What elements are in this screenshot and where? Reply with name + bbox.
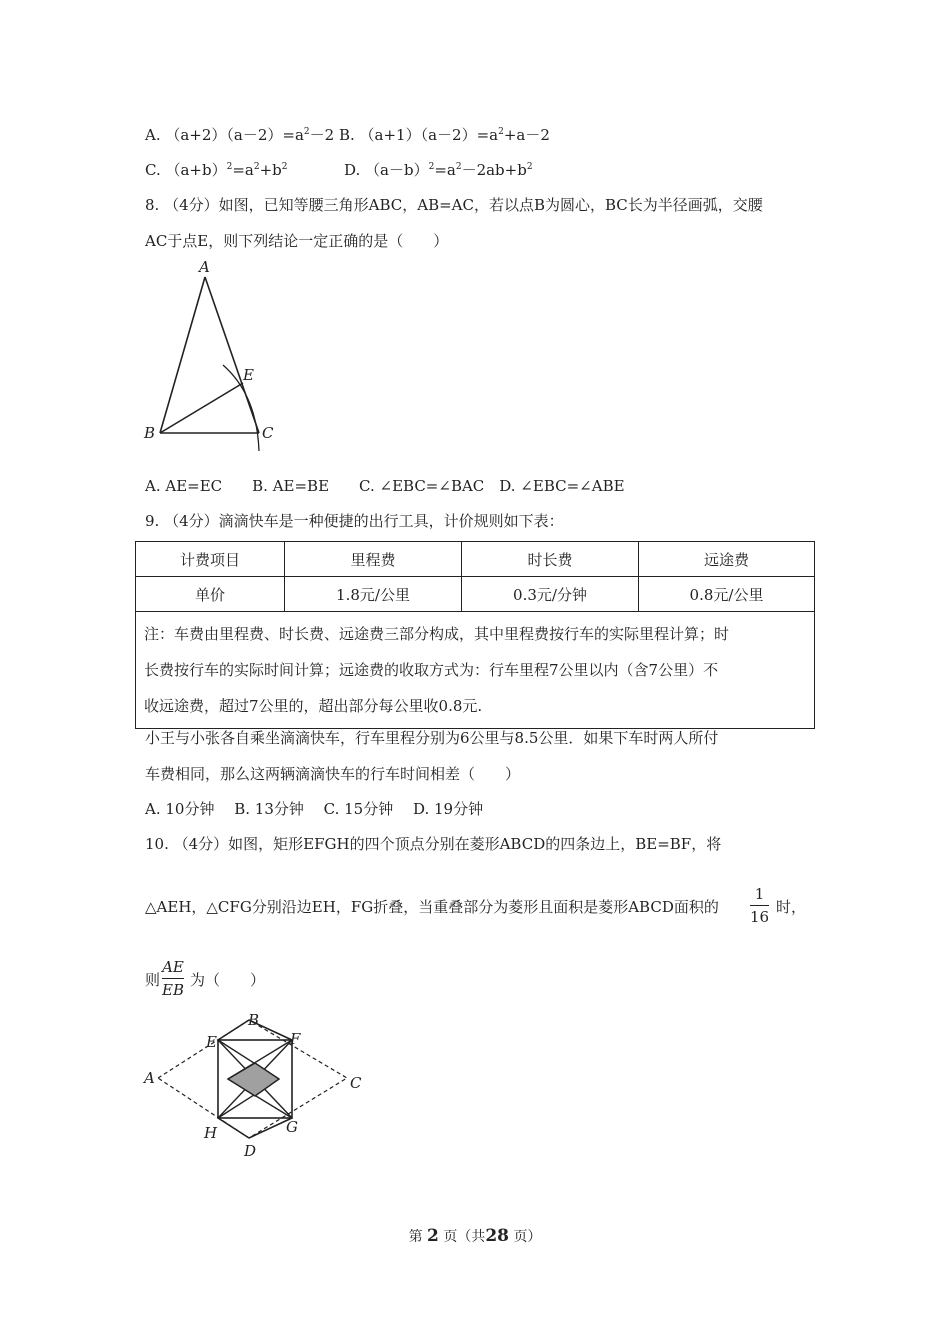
- fraction-denominator: EB: [162, 981, 184, 999]
- q7-option-c-sup1: 2: [226, 162, 233, 172]
- q8-label-c: C: [262, 424, 274, 442]
- q10-stem-line2: △AEH，△CFG分别沿边EH，FG折叠，当重叠部分为菱形且面积是菱形ABCD面积的: [145, 898, 719, 916]
- q9-options: A. 10分钟 B. 13分钟 C. 15分钟 D. 19分钟: [145, 800, 484, 818]
- q10-stem-line3-tail: 为（ ）: [190, 971, 266, 989]
- q10-fraction-one-sixteenth: [750, 884, 769, 927]
- q7-option-d-mid2: －2ab+b: [461, 161, 527, 179]
- fee-table: [135, 541, 815, 729]
- q7-option-c: C. （a+b）: [145, 161, 227, 179]
- fraction-bar: [750, 905, 769, 906]
- page-footer: [0, 1226, 950, 1246]
- q10-label-c: C: [350, 1074, 362, 1092]
- table-header-cell: 计费项目: [136, 542, 285, 577]
- q10-label-g: G: [286, 1118, 298, 1136]
- q7-options-row1: [145, 125, 550, 145]
- q10-label-e: E: [206, 1033, 217, 1051]
- table-header-cell: 远途费: [639, 542, 815, 577]
- q10-stem-line2-tail: 时，: [776, 898, 807, 916]
- table-note-cell: [136, 612, 815, 729]
- q10-label-h: H: [204, 1124, 218, 1142]
- fraction-numerator: AE: [162, 958, 184, 976]
- q10-label-d: D: [244, 1142, 257, 1160]
- footer-prefix: 第: [408, 1229, 423, 1245]
- q8-options: A. AE=EC B. AE=BE C. ∠EBC=∠BAC D. ∠EBC=∠ABE: [145, 477, 625, 495]
- q7-option-c-sup3: 2: [281, 162, 288, 172]
- table-cell: 单价: [136, 577, 285, 612]
- q7-option-a: A. （a+2）（a－2）=a: [145, 126, 304, 144]
- total-pages: 28: [485, 1226, 509, 1246]
- q10-fraction-ae-eb: [162, 957, 184, 1000]
- q10-rhombus-figure: [140, 1010, 380, 1165]
- q9-stem-line1: 9. （4分）滴滴快车是一种便捷的出行工具，计价规则如下表：: [145, 512, 564, 530]
- fraction-denominator: 16: [750, 908, 770, 926]
- q10-label-b: B: [248, 1011, 260, 1029]
- q7-option-b-tail: +a－2: [503, 126, 550, 144]
- q9-stem-line3: 车费相同，那么这两辆滴滴快车的行车时间相差（ ）: [145, 765, 521, 783]
- table-note-line: 收远途费，超过7公里的，超出部分每公里收0.8元.: [144, 697, 483, 715]
- fraction-numerator: 1: [754, 885, 765, 903]
- q7-option-d-row: [344, 160, 533, 180]
- q8-label-a: A: [199, 258, 210, 276]
- q7-option-b-sup: 2: [498, 127, 504, 137]
- q10-label-a: A: [144, 1069, 155, 1087]
- q8-triangle-figure: [135, 255, 295, 455]
- table-cell: 1.8元/公里: [285, 577, 462, 612]
- q8-label-e: E: [243, 366, 254, 384]
- q8-stem-line2: AC于点E，则下列结论一定正确的是（ ）: [145, 232, 449, 250]
- table-note-row: [136, 612, 815, 729]
- q7-option-c-mid2: +b: [259, 161, 282, 179]
- table-cell: 0.3元/分钟: [462, 577, 639, 612]
- table-cell: 0.8元/公里: [639, 577, 815, 612]
- footer-middle: 页（共: [443, 1229, 486, 1245]
- q7-option-a-sup: 2: [303, 127, 310, 137]
- q7-options-row2: [145, 160, 287, 180]
- q7-option-d-sup1: 2: [428, 162, 435, 172]
- q7-option-d-mid: =a: [434, 161, 456, 179]
- q10-segment-eb: [218, 1020, 249, 1040]
- page-number: 2: [427, 1226, 439, 1246]
- table-header-cell: 里程费: [285, 542, 462, 577]
- q9-stem-line2: 小王与小张各自乘坐滴滴快车，行车里程分别为6公里与8.5公里．如果下车时两人所付: [145, 729, 719, 747]
- table-header-row: [136, 542, 815, 577]
- q10-segment-hd: [218, 1118, 249, 1138]
- q10-label-f: F: [290, 1030, 301, 1048]
- q8-label-b: B: [144, 424, 156, 442]
- q10-stem-line1: 10. （4分）如图，矩形EFGH的四个顶点分别在菱形ABCD的四条边上，BE=BF，将: [145, 835, 722, 853]
- footer-suffix: 页）: [513, 1229, 542, 1245]
- q8-stem-line1: 8. （4分）如图，已知等腰三角形ABC，AB=AC，若以点B为圆心，BC长为半径画弧，交腰: [145, 196, 763, 214]
- q7-option-c-sup2: 2: [253, 162, 260, 172]
- table-header-cell: 时长费: [462, 542, 639, 577]
- table-note-line: 长费按行车的实际时间计算；远途费的收取方式为：行车里程7公里以内（含7公里）不: [144, 661, 719, 679]
- q10-stem-line3-head: 则: [145, 971, 161, 989]
- table-note-line: 注：车费由里程费、时长费、远途费三部分构成，其中里程费按行车的实际里程计算；时: [144, 625, 730, 643]
- fraction-bar: [162, 978, 184, 979]
- table-row: [136, 577, 815, 612]
- q7-option-a-tail: －2: [309, 126, 335, 144]
- q7-option-d: D. （a－b）: [344, 161, 429, 179]
- q7-option-b: B. （a+1）（a－2）=a: [338, 126, 499, 144]
- q8-side-ac: [205, 277, 259, 433]
- q7-option-c-mid: =a: [232, 161, 254, 179]
- q10-shaded-rhombus: [228, 1063, 279, 1096]
- q7-option-d-sup2: 2: [455, 162, 462, 172]
- q7-option-d-sup3: 2: [526, 162, 533, 172]
